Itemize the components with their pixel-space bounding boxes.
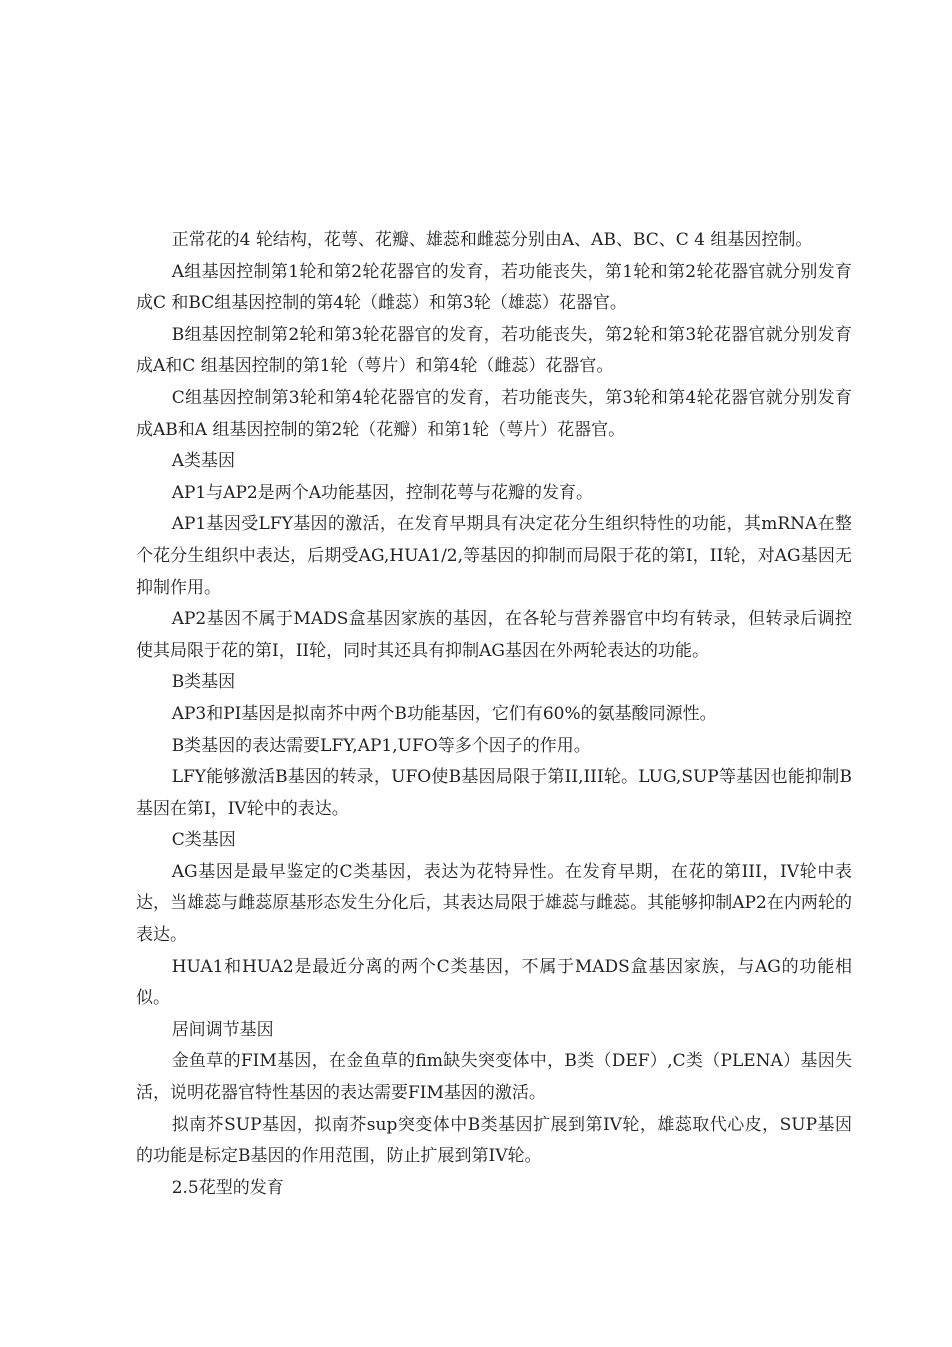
paragraph-fim: 金鱼草的FIM基因，在金鱼草的fim缺失突变体中，B类（DEF）,C类（PLENA）基因失活，说明花器官特性基因的表达需要FIM基因的激活。: [136, 1051, 852, 1104]
paragraph-ap3-pi: AP3和PI基因是拟南芥中两个B功能基因，它们有60%的氨基酸同源性。: [171, 703, 717, 724]
heading-intermediate-genes: 居间调节基因: [171, 1019, 274, 1040]
paragraph-b-expression: B类基因的表达需要LFY,AP1,UFO等多个因子的作用。: [171, 735, 591, 756]
heading-c-genes: C类基因: [171, 830, 236, 851]
paragraph-a-group: A组基因控制第1轮和第2轮花器官的发育，若功能丧失，第1轮和第2轮花器官就分别发育成C 和BC组基因控制的第4轮（雌蕊）和第3轮（雄蕊）花器官。: [136, 261, 852, 314]
paragraph-sup: 拟南芥SUP基因，拟南芥sup突变体中B类基因扩展到第IV轮，雄蕊取代心皮，SUP基因的功能是标定B基因的作用范围，防止扩展到第IV轮。: [136, 1114, 852, 1167]
paragraph-c-group: C组基因控制第3轮和第4轮花器官的发育，若功能丧失，第3轮和第4轮花器官就分别发育成AB和A 组基因控制的第2轮（花瓣）和第1轮（萼片）花器官。: [136, 387, 852, 440]
heading-a-genes: A类基因: [171, 451, 235, 472]
paragraph-b-group: B组基因控制第2轮和第3轮花器官的发育，若功能丧失，第2轮和第3轮花器官就分别发育成A和C 组基因控制的第1轮（萼片）和第4轮（雌蕊）花器官。: [136, 324, 852, 377]
paragraph-ap1: AP1基因受LFY基因的激活，在发育早期具有决定花分生组织特性的功能，其mRNA在整个花分生组织中表达，后期受AG,HUA1/2,等基因的抑制而局限于花的第I，II轮，对AG基因无抑制作用。: [136, 514, 852, 598]
paragraph-ap1-ap2: AP1与AP2是两个A功能基因，控制花萼与花瓣的发育。: [171, 482, 594, 503]
paragraph-hua: HUA1和HUA2是最近分离的两个C类基因，不属于MADS盒基因家族，与AG的功能相似。: [136, 956, 852, 1009]
heading-b-genes: B类基因: [171, 672, 236, 693]
document-body: [136, 225, 852, 1204]
paragraph-lfy: LFY能够激活B基因的转录，UFO使B基因局限于第II,III轮。LUG,SUP等基因也能抑制B基因在第I，IV轮中的表达。: [136, 767, 852, 819]
paragraph-ag: AG基因是最早鉴定的C类基因，表达为花特异性。在发育早期，在花的第III，IV轮中表达，当雄蕊与雌蕊原基形态发生分化后，其表达局限于雄蕊与雌蕊。其能够抑制AP2在内两轮的表达。: [136, 861, 852, 946]
paragraph-ap2: AP2基因不属于MADS盒基因家族的基因，在各轮与营养器官中均有转录，但转录后调控使其局限于花的第I，II轮，同时其还具有抑制AG基因在外两轮表达的功能。: [136, 609, 852, 661]
heading-section-2-5: 2.5花型的发育: [171, 1177, 284, 1198]
paragraph-abc-overview: 正常花的4 轮结构，花萼、花瓣、雄蕊和雌蕊分别由A、AB、BC、C 4 组基因控制。: [171, 230, 813, 250]
